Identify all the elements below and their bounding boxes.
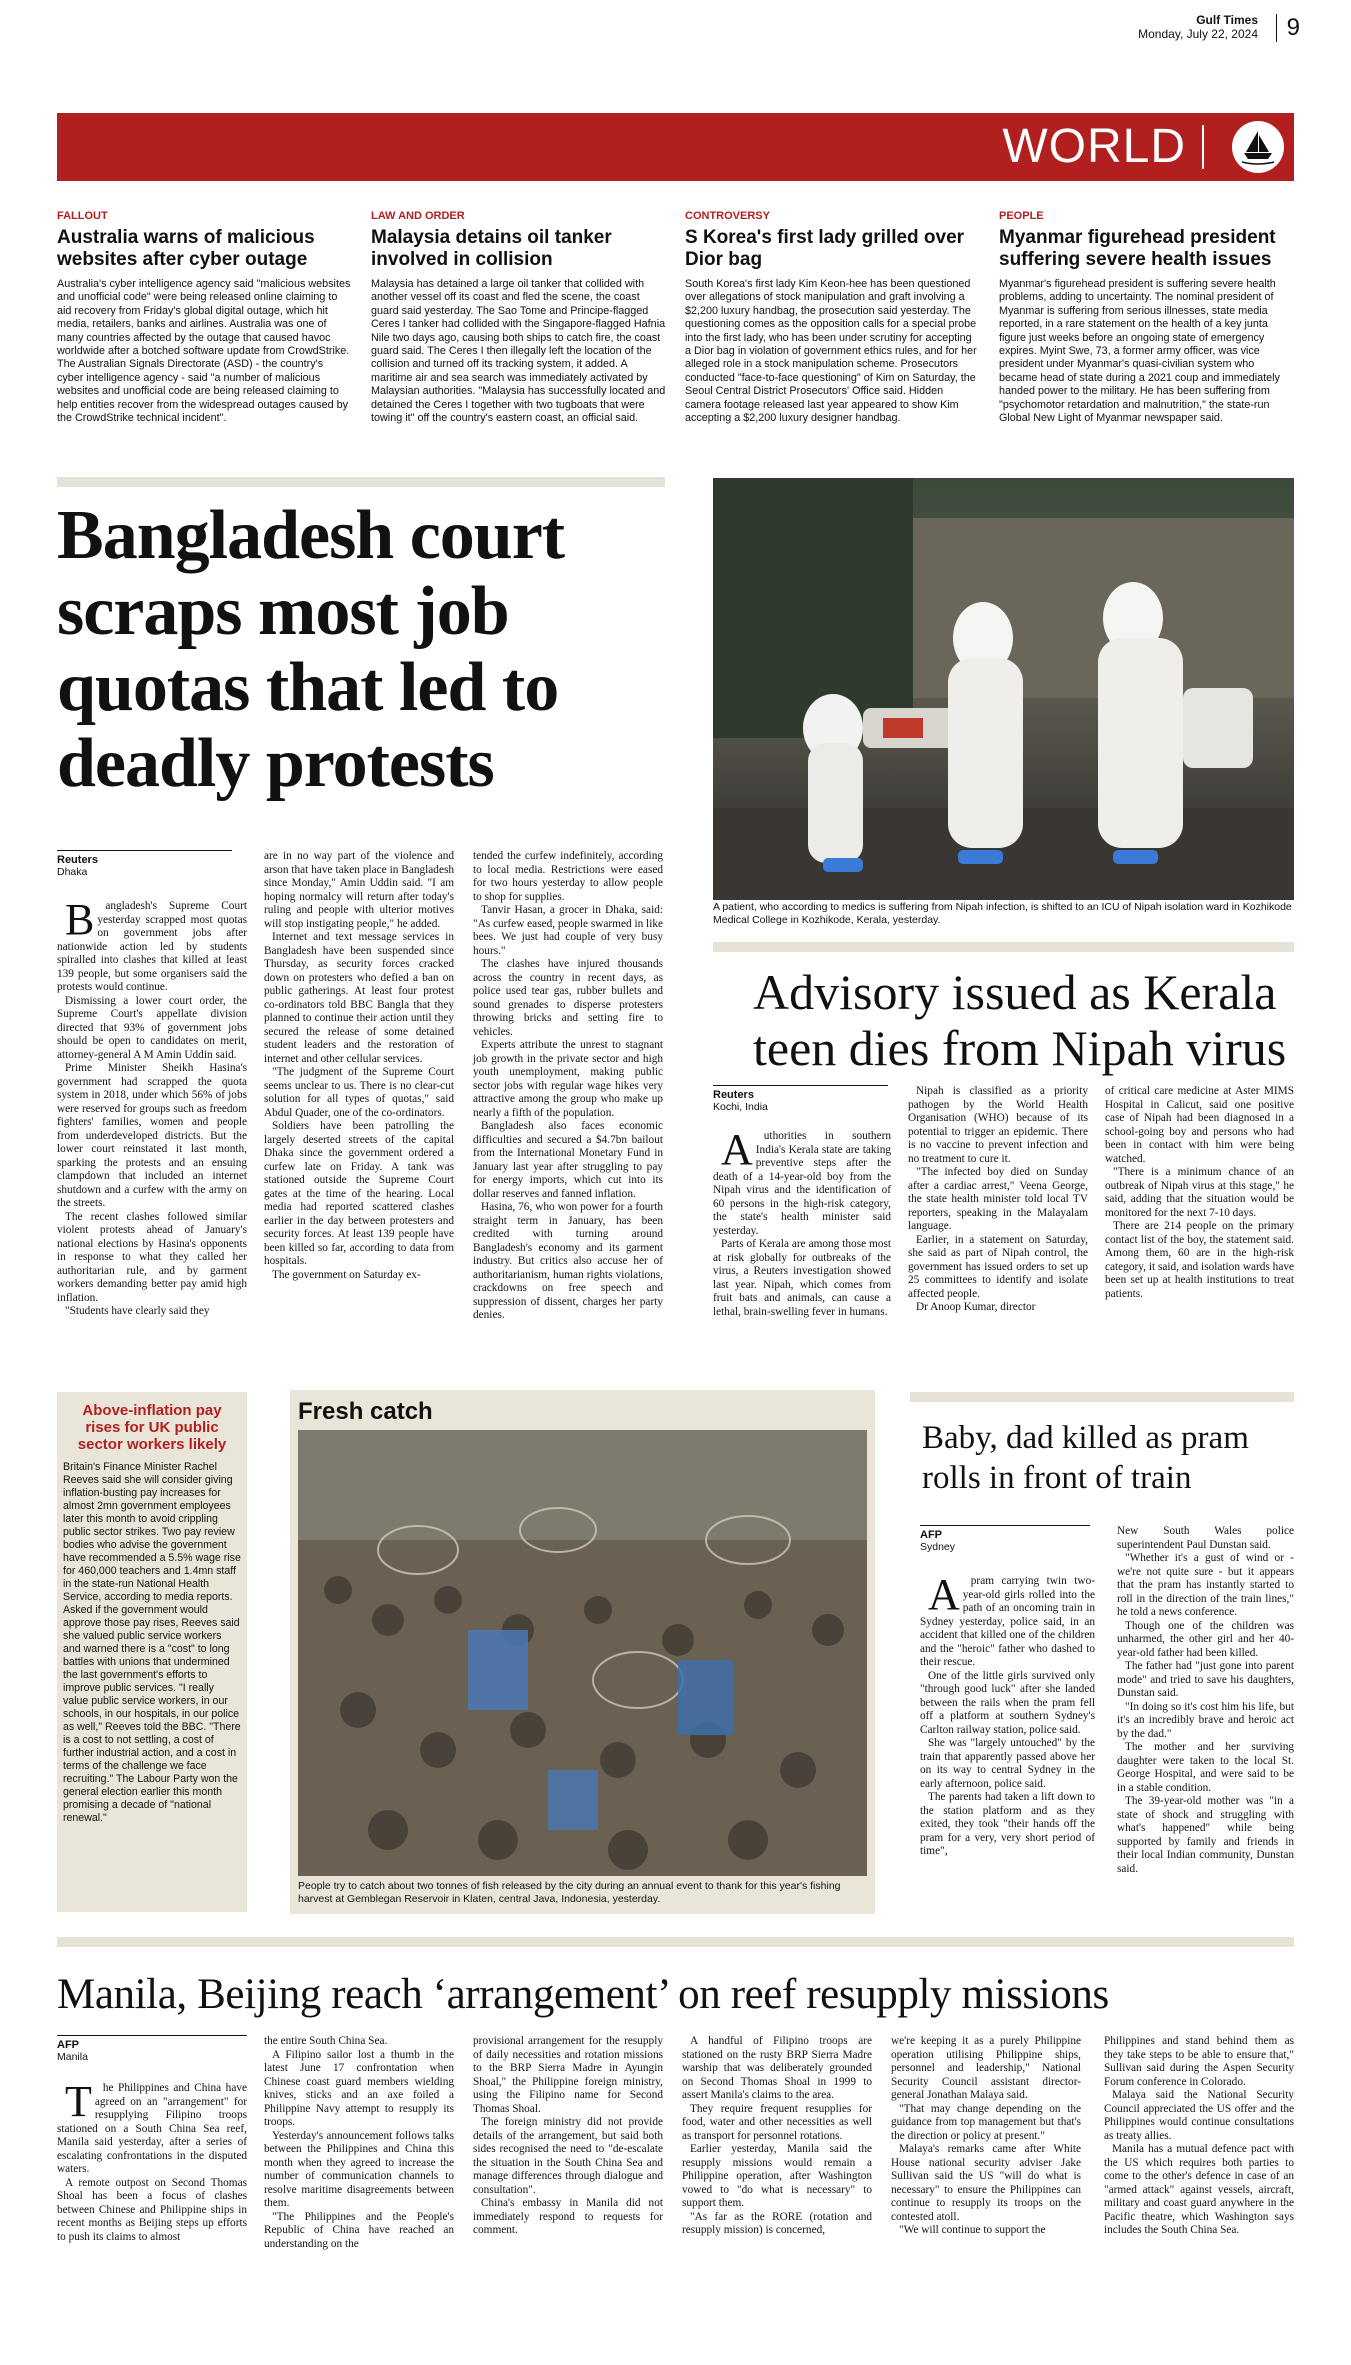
brief-headline: Australia warns of malicious websites after cyber outage [57, 227, 315, 270]
main-headline: Bangladesh court scraps most job quotas that led to deadly protests [57, 497, 565, 802]
paragraph: Bangladesh also faces economic difficulties and secured a $4.7bn bailout from the International Monetary Fund in January last year after struggling to pay for energy imports, which cut into its dollar reserves and fanned inflation. [473, 1120, 663, 1200]
paragraph: Tanvir Hasan, a grocer in Dhaka, said: "As curfew eased, people swarmed in like bees. We just had couple of very busy hours." [473, 904, 664, 957]
pram-column-2 [1117, 1525, 1294, 1876]
paper-name: Gulf Times [1196, 13, 1258, 27]
paragraph: They require frequent resupplies for food, water and other necessities as well as transport for personnel rotations. [682, 2102, 872, 2142]
paragraph: Though one of the children was unharmed, the other girl and her 40-year-old father had been killed. [1117, 1619, 1294, 1659]
byline-agency: Reuters [57, 854, 98, 866]
section-divider [1202, 125, 1204, 169]
paragraph: A handful of Filipino troops are stationed on the rusty BRP Sierra Madre warship that was deliberately grounded on Second Thomas Shoal in 1999 to assert Manila's claims to the area. [682, 2035, 872, 2101]
paragraph: provisional arrangement for the resupply of daily necessities and rotation missions to the BRP Sierra Madre in Ayungin Shoal," the Philippine foreign ministry, using the Filipino name for Second Thomas Shoal. [473, 2035, 663, 2115]
paragraph: Soldiers have been patrolling the largely deserted streets of the capital Dhaka since the government ordered a curfew late on Friday. A tank was stationed outside the Supreme Court gates at the time of the hearing. Local media had reported scattered clashes earlier in the day between protesters and security forces. At least 139 people have been killed so far, according to data from hospitals. [264, 1120, 454, 1267]
paragraph: Dismissing a lower court order, the Supreme Court's appellate division directed that 93% of government jobs should be open to candidates on merit, attorney-general A M Amin Uddin said. [57, 994, 247, 1061]
pram-byline [920, 1525, 1090, 1553]
paragraph: Authorities in southern India's Kerala state are taking preventive steps after the death of a 14-year-old boy from the Nipah virus and the identification of 60 persons in the high-risk category, the state's health minister said yesterday. [713, 1125, 891, 1237]
paragraph: The father had "just gone into parent mode" and tried to save his daughters, Dunstan said. [1117, 1660, 1294, 1699]
brief-myanmar [999, 210, 1294, 425]
nipah-column-2 [908, 1085, 1088, 1315]
section-rule [57, 1937, 1294, 1947]
brief-malaysia [371, 210, 666, 425]
paragraph: Dr Anoop Kumar, director [916, 1301, 1036, 1313]
paragraph: The 39-year-old mother was "in a state of shock and struggling with what's happened" while being supported by family and friends in their local Indian community, Dunstan said. [1117, 1795, 1294, 1875]
page-number: 9 [1276, 14, 1300, 42]
paragraph: The clashes have injured thousands across the country in recent days, as police used tear gas, rubber bullets and sound grenades to disperse protesters throwing bricks and setting fire to vehicles. [473, 958, 663, 1038]
fresh-catch-title: Fresh catch [298, 1398, 433, 1425]
reef-headline: Manila, Beijing reach ‘arrangement’ on reef resupply missions [57, 1971, 1109, 2018]
paragraph: "We will continue to support the [899, 2224, 1046, 2236]
reef-column-5 [891, 2035, 1081, 2238]
brief-headline: Malaysia detains oil tanker involved in collision [371, 227, 612, 270]
nipah-photo [713, 478, 1294, 900]
paragraph: "The judgment of the Supreme Court seems unclear to us. There is no clear-cut solution for all types of quotas," said Abdul Quader, one of the co-ordinators. [264, 1066, 454, 1119]
paragraph: Manila has a mutual defence pact with the US which requires both parties to come to the other's defence in case of an "armed attack" against vessels, aircraft, military and coast guard anywhere in the Pacific theatre, which Washington says includes the South China Sea. [1104, 2143, 1294, 2236]
nipah-byline [713, 1085, 888, 1113]
reef-column-2 [264, 2035, 454, 2251]
main-column-1 [57, 895, 247, 1319]
paragraph: we're keeping it as a purely Philippine operation utilising Philippine ships, personnel and leadership," National Security Council assistant director-general Jonathan Malaya said. [891, 2035, 1081, 2101]
byline-place: Dhaka [57, 866, 88, 878]
reef-byline [57, 2035, 247, 2063]
paragraph: "That may change depending on the guidance from top management but that's the direction or policy at present." [891, 2102, 1081, 2142]
brief-body: Australia's cyber intelligence agency said "malicious websites and unofficial code" were being released online claiming to aid recovery from Friday's global digital outage, which hit media, retailers, banks and airlines. Australia was one of many countries affected by the outage that caused havoc worldwide after a botched software update from CrowdStrike. The Australian Signals Directorate (ASD) - the country's cyber intelligence agency - said "a number of malicious websites and unofficial code are being released claiming to help entities recover from the widespread outages caused by the CrowdStrike technical incident". [57, 278, 351, 425]
section-rule [713, 942, 1294, 952]
reef-column-6 [1104, 2035, 1294, 2238]
section-rule [57, 477, 665, 487]
paragraph: Earlier, in a statement on Saturday, she said as part of Nipah control, the government has issued orders to set up 25 committees to identify and isolate affected people. [908, 1233, 1088, 1300]
dhow-logo-icon [1232, 121, 1284, 173]
paragraph: New South Wales police superintendent Paul Dunstan said. [1117, 1525, 1294, 1551]
paragraph: Parts of Kerala are among those most at risk globally for outbreaks of the virus, a Reuters investigation showed last year. Nipah, which comes from fruit bats and animals, can cause a lethal, brain-swelling fever in humans. [713, 1238, 891, 1318]
paragraph: The government on Saturday ex- [272, 1268, 421, 1281]
pram-column-1 [920, 1570, 1095, 1859]
paragraph: The foreign ministry did not provide details of the arrangement, but said both sides recognised the need to "de-escalate the situation in the South China Sea and manage differences through dialogue and consultation". [473, 2116, 663, 2196]
main-column-3 [473, 850, 663, 1323]
paragraph: One of the little girls survived only "through good luck" after she landed between the rails when the pram fell off a platform at southern Sydney's Carlton railway station, police said. [920, 1669, 1095, 1736]
paragraph: Apram carrying twin two-year-old girls rolled into the path of an oncoming train in Sydney yesterday, police said, in an accident that killed one of the children and the "heroic" father who dashed to their rescue. [920, 1570, 1095, 1668]
paragraph: "Students have clearly said they [65, 1305, 210, 1317]
paragraph: The parents had taken a lift down to the station platform and as they exited, they took "their hands off the pram for a very, very short period of time", [920, 1791, 1095, 1857]
paragraph: Yesterday's announcement follows talks between the Philippines and China this month when they agreed to increase the number of communication channels to resolve maritime disagreements between them. [264, 2129, 454, 2209]
brief-body: South Korea's first lady Kim Keon-hee has been questioned over allegations of stock manipulation and graft involving a $2,200 luxury handbag, the prosecution said yesterday. The questioning comes as the opposition calls for a special probe into the first lady, who has been under scrutiny for accepting a Dior bag in violation of government ethics rules, and for her alleged role in a stock manipulation scheme. Prosecutors conducted "face-to-face questioning" of Kim on Saturday, the Seoul Central District Prosecutors' Office said. Hidden camera footage released last year appeared to show Kim accepting a $2,200 luxury designer handbag. [685, 278, 977, 425]
reef-column-4 [682, 2035, 872, 2238]
byline-place: Manila [57, 2051, 88, 2063]
brief-kicker: LAW AND ORDER [371, 210, 465, 222]
paragraph: A Filipino sailor lost a thumb in the latest June 17 confrontation when Chinese coast guard members wielding knives, sticks and an axe foiled a Philippine Navy attempt to resupply its troops. [264, 2048, 454, 2128]
brief-body: Myanmar's figurehead president is suffering severe health problems, adding to uncertainty. The nominal president of Myanmar is suffering from serious illnesses, state media reported, in a rare statement on the health of a key junta figure just weeks before an ongoing state of emergency expires. Myint Swe, 73, a former army officer, was vice president under Myanmar's quasi-civilian system who became head of state during a 2021 coup and immediately handed power to the military. He has been suffering from "psychomotor retardation and malnutrition," the state-run Global New Light of Myanmar newspaper said. [999, 278, 1280, 425]
fresh-catch-panel [290, 1390, 875, 1914]
brief-headline: Myanmar figurehead president suffering severe health issues [999, 227, 1276, 270]
nipah-column-3 [1105, 1085, 1294, 1301]
byline-agency: AFP [920, 1529, 942, 1541]
section-title: WORLD [1002, 120, 1186, 173]
paragraph: China's embassy in Manila did not immediately respond to requests for comment. [473, 2197, 663, 2236]
brief-kicker: PEOPLE [999, 210, 1044, 222]
sidebar-headline: Above-inflation pay rises for UK public sector workers likely [77, 1402, 227, 1453]
fresh-catch-photo [298, 1430, 867, 1876]
paragraph: "Whether it's a gust of wind or - we're not quite sure - but it appears that the pram has instantly started to roll in the direction of the train lines," he told a news conference. [1117, 1552, 1294, 1618]
paragraph: Experts attribute the unrest to stagnant job growth in the private sector and high youth unemployment, making public sector jobs with regular wage hikes very attractive among the group who make up nearly a fifth of the population. [473, 1039, 663, 1119]
sidebar-body: Britain's Finance Minister Rachel Reeves said she will consider giving inflation-busting pay increases for almost 2mn government employees later this month to avoid crippling public sector strikes. Two pay review bodies who advise the government have recommended a 5.5% wage rise for 460,000 teachers and 1.4mn staff in the state-run National Health Service, according to media reports. Asked if the government would approve those pay rises, Reeves said she valued public service workers and warned there is a "cost" to long battles with unions that undermined the last government's efforts to improve public services. "I really value public service workers, in our schools, in our hospitals, in our police as well," Reeves told the BBC. "There is a cost to not settling, a cost of further industrial action, and a cost in terms of the challenge we face recruiting." The Labour Party won the general election earlier this month promising a decade of "national renewal." [63, 1461, 241, 1824]
paragraph: tended the curfew indefinitely, according to local media. Restrictions were eased for two hours yesterday to allow people to shop for supplies. [473, 850, 663, 903]
brief-korea [685, 210, 980, 425]
paragraph: are in no way part of the violence and arson that have taken place in Bangladesh since Monday," Amin Uddin said. "I am hoping normalcy will return after today's ruling and people with ulterior motives will stop instigating people," he added. [264, 850, 454, 930]
paragraph: The mother and her surviving daughter were taken to the local St. George Hospital, and were said to be in a stable condition. [1117, 1741, 1294, 1794]
paragraph: Bangladesh's Supreme Court yesterday scrapped most quotas on government jobs after nationwide action led by students spiralled into clashes that killed at least 139 people, but some organisers said the protests would continue. [57, 895, 247, 993]
paragraph: "As far as the RORE (rotation and resupply mission) is concerned, [682, 2210, 872, 2236]
section-rule [910, 1392, 1294, 1402]
brief-kicker: FALLOUT [57, 210, 108, 222]
reef-column-1 [57, 2077, 247, 2244]
main-byline [57, 850, 232, 878]
paragraph: the entire South China Sea. [264, 2035, 388, 2047]
uk-pay-sidebar [57, 1392, 247, 1912]
reef-column-3 [473, 2035, 663, 2238]
brief-australia [57, 210, 352, 425]
paragraph: The recent clashes followed similar violent protests ahead of January's national elections by Hasina's opponents in response to what they called her authoritarian rule, and by garment workers demanding better pay amid high inflation. [57, 1210, 247, 1304]
paragraph: There are 214 people on the primary contact list of the boy, the statement said. Among them, 60 are in the high-risk category, it said, and isolation wards have been set up at health institutions to treat patients. [1105, 1220, 1294, 1300]
paragraph: "The Philippines and the People's Republic of China have reached an understanding on the [264, 2210, 454, 2250]
paragraph: The Philippines and China have agreed on an "arrangement" for resupplying Filipino troops stationed on a South China Sea reef, Manila said yesterday, after a series of escalating confrontations in the disputed waters. [57, 2077, 247, 2175]
paragraph: Nipah is classified as a priority pathogen by the World Health Organisation (WHO) because of its potential to trigger an epidemic. There is no vaccine to prevent infection and no treatment to cure it. [908, 1085, 1088, 1165]
paragraph: A remote outpost on Second Thomas Shoal has been a focus of clashes between Chinese and Philippine ships in recent months as Beijing steps up efforts to push its claims to almost [57, 2176, 247, 2243]
paragraph: Hasina, 76, who won power for a fourth straight term in January, has been credited with turning around Bangladesh's economy and its garment industry. But critics also accuse her of authoritarianism, human rights violations, crackdowns on free speech and suppression of dissent, charges her party denies. [473, 1201, 663, 1321]
paragraph: of critical care medicine at Aster MIMS Hospital in Calicut, said one positive case of Nipah had been diagnosed in a school-going boy and persons who had been in contact with him were being watched. [1105, 1085, 1294, 1165]
brief-body: Malaysia has detained a large oil tanker that collided with another vessel off its coast and fled the scene, the coast guard said yesterday. The Sao Tome and Principe-flagged Ceres I tanker had collided with the Singapore-flagged Hafnia Nile two days ago, causing both ships to catch fire, the coast guard said. The Ceres I then illegally left the location of the collision and turned off its tracking system, it added. A maritime air and sea search was immediately activated by Malaysian authorities. "Malaysia has successfully located and detained the Ceres I together with two tugboats that were towing it" off the country's eastern coast, an official said. [371, 278, 666, 425]
paragraph: Philippines and stand behind them as they take steps to be able to ensure that," Sullivan said during the Aspen Security Forum conference in Colorado. [1104, 2035, 1294, 2088]
nipah-column-1 [713, 1125, 891, 1319]
paragraph: "The infected boy died on Sunday after a cardiac arrest," Veena George, the state health minister told local TV reporters, speaking in the Malayalam language. [908, 1166, 1088, 1232]
paragraph: Internet and text message services in Bangladesh have been suspended since Thursday, as security forces cracked down on protesters who defied a ban on public gatherings. At least four protest co-ordinators told BBC Bangla that they planned to continue their action until they secured the release of some detained student leaders and the restoration of internet and other cellular services. [264, 931, 454, 1065]
brief-kicker: CONTROVERSY [685, 210, 770, 222]
byline-agency: AFP [57, 2039, 79, 2051]
paragraph: Prime Minister Sheikh Hasina's government had scrapped the quota system in 2018, under which 56% of jobs were reserved for groups such as freedom fighters' families, women and people from underdeveloped districts. But the lower court reinstated it last month, sparking the protests and an ensuing clampdown that included an internet shutdown and a curfew with the army on the streets. [57, 1062, 247, 1209]
paragraph: "There is a minimum chance of an outbreak of Nipah virus at this stage," he said, adding that the situation would be monitored for the next 7-10 days. [1105, 1166, 1294, 1219]
fresh-catch-caption: People try to catch about two tonnes of fish released by the city during an annual event to thank for this year's fishing harvest at Gemblegan Reservoir in Klaten, central Java, Indonesia, yesterday. [298, 1880, 841, 1905]
byline-place: Sydney [920, 1541, 956, 1553]
paragraph: Malaya's remarks came after White House national security adviser Jake Sullivan said the US "will do what is necessary" to ensure the Philippines can continue to resupply its troops on the contested atoll. [891, 2143, 1081, 2223]
issue-date: Monday, July 22, 2024 [1138, 27, 1258, 41]
nipah-photo-caption: A patient, who according to medics is suffering from Nipah infection, is shifted to an ICU of Nipah isolation ward in Kozhikode Medical College in Kozhikode, Kerala, yesterday. [713, 901, 1292, 926]
section-band [57, 113, 1294, 181]
paragraph: "In doing so it's cost him his life, but it's an incredibly brave and heroic act by the dad." [1117, 1700, 1294, 1740]
paragraph: She was "largely untouched" by the train that apparently passed above her on its way to central Sydney in the early afternoon, police said. [920, 1737, 1095, 1790]
paragraph: Earlier yesterday, Manila said the resupply missions would remain a Philippine operation, after Washington vowed to "do what is necessary" to support them. [682, 2143, 872, 2209]
brief-headline: S Korea's first lady grilled over Dior bag [685, 227, 965, 270]
main-column-2 [264, 850, 454, 1282]
pram-headline: Baby, dad killed as pram rolls in front of train [922, 1420, 1249, 1496]
byline-place: Kochi, India [713, 1101, 768, 1113]
masthead [1140, 12, 1300, 112]
nipah-headline: Advisory issued as Kerala teen dies from Nipah virus [753, 964, 1287, 1076]
paragraph: Malaya said the National Security Council appreciated the US offer and the Philippines would continue consultations as treaty allies. [1104, 2089, 1294, 2142]
byline-agency: Reuters [713, 1089, 754, 1101]
